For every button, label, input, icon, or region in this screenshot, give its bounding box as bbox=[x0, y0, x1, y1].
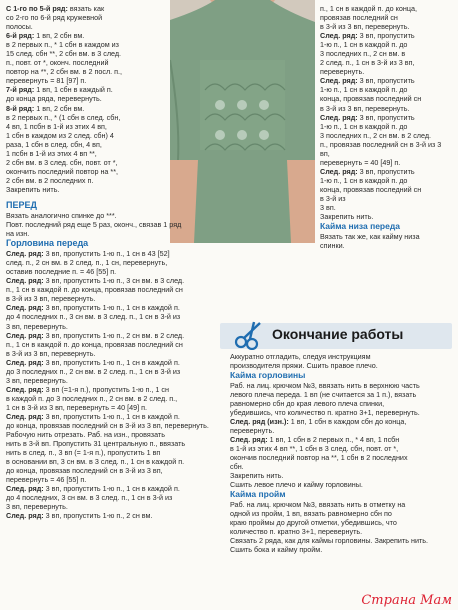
instruction-text: краю проймы до другой отметки, убедившись, что bbox=[230, 517, 397, 527]
row-label: След. ряд: bbox=[320, 112, 360, 122]
instruction-text: п., 1 сн в каждой п. до конца, bbox=[320, 4, 417, 13]
instruction-text: Закрепить нить. bbox=[6, 184, 60, 194]
instruction-text: в 3-й из 3 вп, перевернуть. bbox=[6, 294, 96, 304]
section-heading: Горловина переда bbox=[6, 238, 89, 249]
instruction-text: производителя пряжи. Сшить правое плечо. bbox=[230, 361, 378, 371]
watermark bbox=[361, 593, 452, 608]
section-heading: Кайма пройм bbox=[230, 489, 286, 500]
instruction-text: 3 вп, перевернуть. bbox=[6, 375, 68, 385]
row-label: След. ряд: bbox=[320, 166, 360, 176]
instruction-text: 3 последних п., 2 сн вм. в bbox=[320, 49, 406, 59]
instruction-text: нить в след. п., 3 вп (= 1-я п.), пропустить 1 вп bbox=[6, 448, 161, 458]
right-column-top bbox=[320, 4, 452, 250]
watermark-text: Страна Мам bbox=[361, 593, 452, 608]
instruction-text: 3 вп (=1-я п.), пропустить 1-ю п., 1 сн bbox=[45, 384, 169, 394]
section-heading: Кайма низа переда bbox=[320, 221, 400, 232]
instruction-text: 3 вп, пропустить bbox=[359, 76, 415, 86]
instruction-text: 1 сн в 3-й из 3 вп, перевернуть = 40 [49] п. bbox=[6, 402, 148, 412]
instruction-text: провязав последний сн bbox=[320, 13, 398, 23]
instruction-text: конца, провязав последний сн bbox=[320, 94, 422, 104]
instruction-text: окончив последний повтор на **, 1 сбн в 2 последних bbox=[230, 452, 408, 462]
instruction-text: окончить последний повтор на **, bbox=[6, 166, 118, 176]
instruction-text: в каждой п. до 3 последних п., 2 сн вм. в 2 след. п., bbox=[6, 393, 178, 403]
instruction-text: 2 сбн вм. в 3 след. сбн, повт. от *, bbox=[6, 157, 118, 167]
instruction-text: Закрепить нить. bbox=[230, 471, 284, 481]
instruction-text: 1 сбн в каждом из 2 след. сбн) 4 bbox=[6, 130, 114, 140]
instruction-text: 3 вп, перевернуть. bbox=[6, 321, 68, 331]
instruction-text: Сшить бока и кайму пройм. bbox=[230, 544, 323, 554]
instruction-text: перевернуть. bbox=[320, 67, 365, 77]
instruction-text: сбн. bbox=[230, 462, 244, 472]
instruction-text: перевернуть. bbox=[230, 425, 275, 435]
instruction-text: равномерно сбн до края левого плеча спинки, bbox=[230, 398, 385, 408]
instruction-text: 3 вп, пропустить bbox=[359, 112, 415, 122]
instruction-text: раза, 1 сбн в след. сбн, 4 вп, bbox=[6, 139, 102, 149]
instruction-text: 1 вп, 1 сбн в каждый п. bbox=[36, 85, 113, 95]
instruction-text: до конца, провязав последний сн в 3-й из 3 вп, перевернуть. bbox=[6, 421, 209, 431]
instruction-text: Вязать так же, как кайму низа bbox=[320, 231, 420, 241]
row-label: След. ряд: bbox=[6, 511, 46, 521]
instruction-text: перевернуть = 46 [55] п. bbox=[6, 475, 87, 485]
instruction-text: на изн. bbox=[6, 229, 30, 239]
instruction-text: конца, провязав последний сн bbox=[320, 184, 422, 194]
instruction-text: левого плеча переда. 1 вп (не считается за 1 п.), вязать bbox=[230, 389, 417, 399]
instruction-text: перевернуть = 81 [97] п. bbox=[6, 76, 87, 86]
row-label: След. ряд: bbox=[6, 484, 46, 494]
row-label: След. ряд: bbox=[6, 384, 46, 394]
instruction-text: Вязать аналогично спинке до ***. bbox=[6, 210, 117, 220]
instruction-text: п., 1 сн в каждой п. до конца, провязав последний сн bbox=[6, 339, 183, 349]
instruction-text: 1-ю п., 1 сн в каждой п. до bbox=[320, 85, 408, 95]
row-label: След. ряд: bbox=[6, 411, 46, 421]
instruction-text: 15 след. сбн **, 2 сбн вм. в 3 след. bbox=[6, 49, 122, 59]
instruction-text: количество п. кратно 3+1, перевернуть. bbox=[230, 526, 363, 536]
instruction-text: 1-ю п., 1 сн в каждой п. до bbox=[320, 121, 408, 131]
instruction-text: 3 вп, пропустить 1-ю п., 1 сн в 43 [52] bbox=[45, 249, 170, 259]
section-heading: ПЕРЕД bbox=[6, 199, 37, 210]
section-title-finish: Окончание работы bbox=[272, 326, 404, 342]
instruction-text: 3 вп, перевернуть. bbox=[6, 502, 68, 512]
instruction-text: до 4 последних, 3 сн вм. в 3 след. п., 1 сн в 3-й из bbox=[6, 493, 173, 503]
instruction-text: 1 вп, 2 сбн вм. bbox=[36, 103, 85, 113]
instruction-text: 3 вп, пропустить 1-ю п., 1 сн в каждой п. bbox=[45, 303, 180, 313]
instruction-text: 3 вп. bbox=[320, 203, 336, 213]
instruction-text: 1-ю п., 1 сн в каждой п. до bbox=[320, 175, 408, 185]
instruction-text: Закрепить нить. bbox=[320, 212, 374, 222]
instruction-text: в 3-й из 3 вп, перевернуть. bbox=[320, 103, 410, 113]
instruction-text: до конца, провязав последний сн в 3-й из 3 вп, bbox=[6, 466, 163, 476]
instruction-text: Повт. последний ряд еще 5 раз, оконч., связав 1 ряд bbox=[6, 220, 182, 230]
row-label: След. ряд: bbox=[6, 357, 46, 367]
row-label: С 1-го по 5-й ряд: bbox=[6, 4, 70, 13]
row-label: След. ряд: bbox=[230, 434, 270, 444]
instruction-text: до 4 последних п., 3 сн вм. в 3 след. п., 1 сн в 3-й из bbox=[6, 312, 181, 322]
scissors-icon bbox=[232, 320, 266, 350]
row-label: След. ряд: bbox=[320, 31, 360, 41]
instruction-text: полосы. bbox=[6, 22, 33, 32]
row-label: След. ряд: bbox=[6, 249, 46, 259]
instruction-text: нить в 3-й вп. Пропустить 31 центральную п., ввязать bbox=[6, 439, 186, 449]
instruction-text: Сшить левое плечо и кайму горловины. bbox=[230, 480, 363, 490]
instruction-text: 3 вп, пропустить bbox=[359, 166, 415, 176]
instruction-text: повтор на **, 2 сбн вм. в 2 посл. п., bbox=[6, 67, 123, 77]
instruction-text: перевернуть = 40 [49] п. bbox=[320, 157, 401, 167]
instruction-text: со 2-го по 6-й ряд кружевной bbox=[6, 13, 103, 23]
instruction-text: одной из пройм, 1 вп, вязать равномерно сбн по bbox=[230, 508, 392, 518]
row-label: След. ряд: bbox=[320, 76, 360, 86]
instruction-text: 2 след. п., 1 сн в 3-й из 3 вп, bbox=[320, 58, 415, 68]
row-label: 7-й ряд: bbox=[6, 85, 37, 95]
instruction-text: след. п., 2 сн вм. в 2 след. п., 1 сн, перевернуть, bbox=[6, 258, 168, 268]
instruction-text: 3 вп, пропустить 1-ю п., 2 сн вм. bbox=[45, 511, 153, 521]
instruction-text: Аккуратно отгладить, следуя инструкциям bbox=[230, 352, 371, 361]
instruction-text: в основании вп, 3 сн вм. в 3 след. п., 1 сн в каждой п. bbox=[6, 457, 185, 467]
row-label: След. ряд: bbox=[6, 276, 46, 286]
instruction-text: 1 вп, 1 сбн в каждом сбн до конца, bbox=[290, 416, 407, 426]
instruction-text: 3 вп, пропустить bbox=[359, 31, 415, 41]
instruction-text: п., повт. от *, оконч. последний bbox=[6, 58, 109, 68]
row-label: 6-й ряд: bbox=[6, 31, 37, 41]
instruction-text: в 2 первых п., * 1 сбн в каждом из bbox=[6, 40, 119, 50]
section-heading: Кайма горловины bbox=[230, 370, 306, 381]
instruction-text: до 3 последних п., 2 сн вм. в 2 след. п., 1 сн в 3-й из bbox=[6, 366, 181, 376]
instruction-text: оставив последние п. = 46 [55] п. bbox=[6, 267, 117, 277]
row-label: След. ряд: bbox=[6, 330, 46, 340]
instruction-text: п., 1 сн в каждой п. до конца, провязав последний сн bbox=[6, 285, 183, 295]
instruction-text: в 2 первых п., * (1 сбн в след. сбн, bbox=[6, 112, 121, 122]
instruction-text: в 1-й из этих 4 вп **, 1 сбн в 3 след. сбн, повт. от *, bbox=[230, 443, 399, 453]
instruction-text: убедившись, что количество п. кратно 3+1, перевернуть. bbox=[230, 407, 420, 417]
instruction-text: в 3-й из 3 вп, перевернуть. bbox=[320, 22, 410, 32]
row-label: След. ряд (изн.): bbox=[230, 416, 291, 426]
instruction-text: 2 сбн вм. в 2 последних п. bbox=[6, 175, 94, 185]
instruction-text: Раб. на лиц. крючком №3, ввязать нить в верхнюю часть bbox=[230, 380, 420, 390]
instruction-text: 4 вп, 1 псбн в 1-й из этих 4 вп, bbox=[6, 121, 107, 131]
instruction-text: в 3-й из bbox=[320, 193, 346, 203]
instruction-text: Связать 2 ряда, как для каймы горловины. Закрепить нить. bbox=[230, 535, 428, 545]
instruction-text: спинки. bbox=[320, 240, 345, 250]
instruction-text: п., провязав последний сн в 3-й из 3 вп, bbox=[320, 139, 442, 158]
instruction-text: до конца ряда, перевернуть. bbox=[6, 94, 102, 104]
instruction-text: 1 вп, 2 сбн вм. bbox=[36, 31, 85, 41]
row-label: 8-й ряд: bbox=[6, 103, 37, 113]
instruction-text: 3 вп, пропустить 1-ю п., 2 сн вм. в 2 след. bbox=[45, 330, 185, 340]
instruction-text: Рабочую нить отрезать. Раб. на изн., провязать bbox=[6, 430, 165, 440]
instruction-text: 3 вп, пропустить 1-ю п., 1 сн в каждой п. bbox=[45, 357, 180, 367]
instruction-text: 1 вп, 1 сбн в 2 первых п., * 4 вп, 1 псбн bbox=[269, 434, 400, 444]
instruction-text: вязать как bbox=[69, 4, 105, 13]
instruction-text: Раб. на лиц. крючком №3, ввязать нить в отметку на bbox=[230, 499, 406, 509]
instruction-text: 3 последних п., 2 сн вм. в 2 след. bbox=[320, 130, 432, 140]
instruction-text: 3 вп, пропустить 1-ю п., 3 сн вм. в 3 след. bbox=[45, 276, 185, 286]
spacer bbox=[6, 194, 218, 200]
finishing-column bbox=[230, 352, 452, 554]
instruction-text: 1-ю п., 1 сн в каждой п. до bbox=[320, 40, 408, 50]
instruction-text: 1 псбн в 1-й из этих 4 вп **, bbox=[6, 148, 97, 158]
instruction-text: в 3-й из 3 вп, перевернуть. bbox=[6, 348, 96, 358]
instruction-text: 3 вп, пропустить 1-ю п., 1 сн в каждой п. bbox=[45, 484, 180, 494]
left-column bbox=[6, 4, 218, 521]
row-label: След. ряд: bbox=[6, 303, 46, 313]
instruction-text: 3 вп, пропустить 1-ю п., 1 сн в каждой п. bbox=[45, 411, 180, 421]
